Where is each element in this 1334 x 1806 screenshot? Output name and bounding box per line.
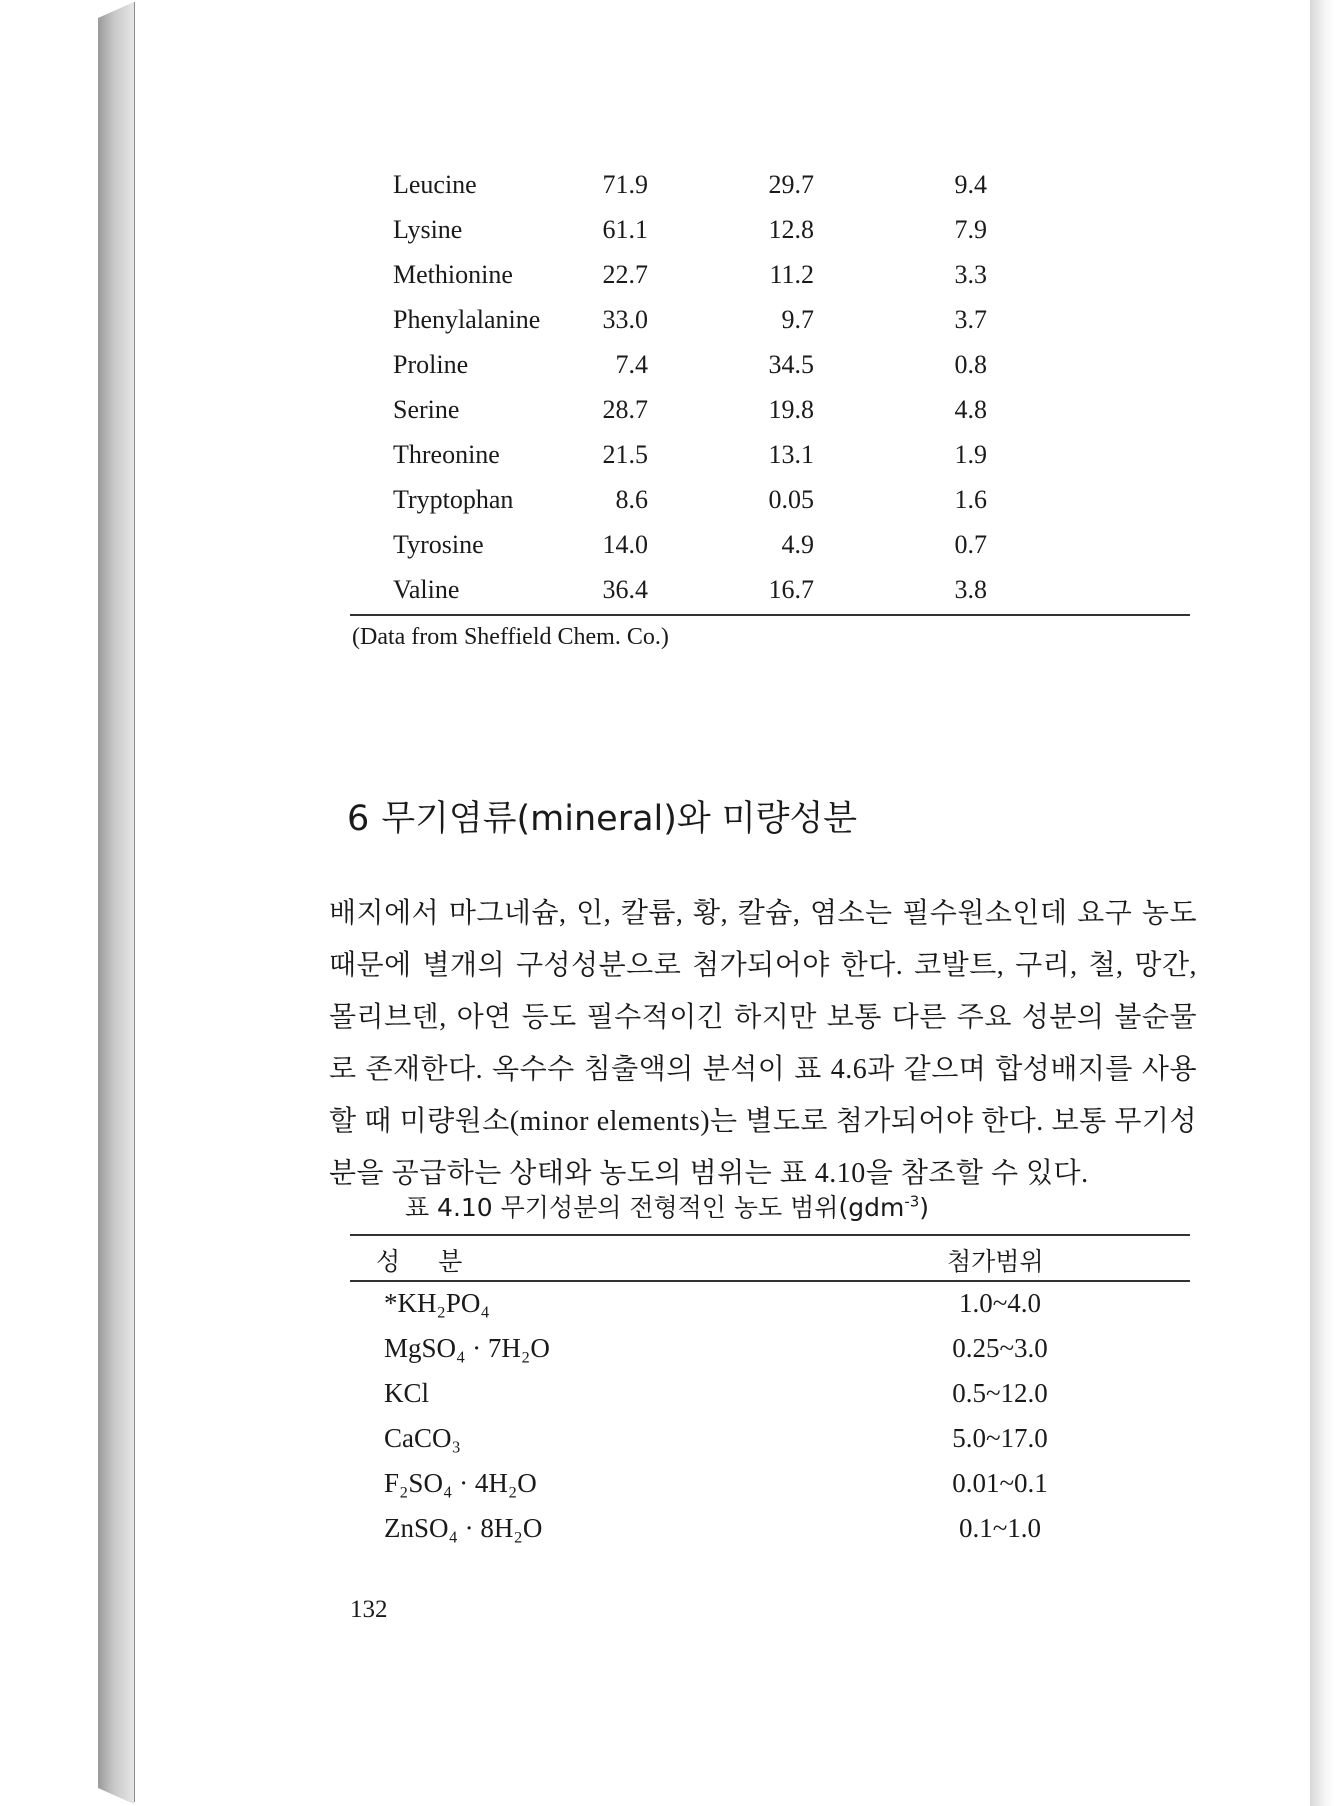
value-col-2: 13.1 xyxy=(768,440,814,469)
table-bottom-rule xyxy=(350,614,1190,616)
table-caption xyxy=(0,1188,1334,1224)
section-title: 무기염류(mineral)와 미량성분 xyxy=(381,799,858,840)
table-row xyxy=(350,1513,1190,1558)
table-body xyxy=(350,1288,1190,1558)
value-col-1: 14.0 xyxy=(602,530,648,559)
value-col-1: 28.7 xyxy=(602,395,648,424)
amino-acid-name: Phenylalanine xyxy=(393,305,541,334)
range-cell: 0.01~0.1 xyxy=(952,1468,1048,1498)
page-number: 132 xyxy=(350,1596,388,1623)
component-cell: F₂SO₄ · 4H₂O xyxy=(384,1468,537,1498)
table-row xyxy=(390,170,1190,215)
value-col-2: 4.9 xyxy=(781,530,814,559)
value-col-2: 11.2 xyxy=(769,260,814,289)
value-col-3: 9.4 xyxy=(954,170,987,199)
header-rule xyxy=(350,1280,1190,1282)
component-cell: MgSO₄ · 7H₂O xyxy=(384,1333,550,1363)
table-row xyxy=(350,1333,1190,1378)
component-cell: KCl xyxy=(384,1378,430,1408)
range-cell: 0.1~1.0 xyxy=(958,1513,1042,1543)
amino-acid-name: Leucine xyxy=(393,170,477,199)
caption-close: ) xyxy=(919,1193,930,1222)
value-col-1: 61.1 xyxy=(602,215,648,244)
range-cell: 0.25~3.0 xyxy=(952,1333,1048,1363)
table-row xyxy=(350,1468,1190,1513)
amino-acid-name: Serine xyxy=(393,395,460,424)
value-col-3: 3.3 xyxy=(954,260,987,289)
page-shadow xyxy=(1310,0,1334,1806)
header-component: 성분 xyxy=(376,1247,501,1276)
caption-text: 표 4.10 무기성분의 전형적인 농도 범위(gdm xyxy=(404,1193,905,1222)
amino-acid-name: Methionine xyxy=(393,260,513,289)
section-heading xyxy=(347,791,857,841)
value-col-1: 71.9 xyxy=(602,170,648,199)
header-range: 첨가범위 xyxy=(947,1247,1044,1276)
caption-superscript: -3 xyxy=(904,1192,920,1211)
value-col-1: 33.0 xyxy=(602,305,648,334)
value-col-3: 1.9 xyxy=(954,440,987,469)
amino-acid-name: Tryptophan xyxy=(393,485,514,514)
component-cell: ZnSO₄ · 8H₂O xyxy=(384,1513,543,1543)
value-col-1: 8.6 xyxy=(615,485,648,514)
table-row xyxy=(390,530,1190,575)
table-row xyxy=(390,350,1190,395)
table-row xyxy=(350,1288,1190,1333)
component-cell: CaCO₃ xyxy=(384,1423,461,1453)
value-col-2: 0.05 xyxy=(768,485,814,514)
amino-acid-name: Tyrosine xyxy=(393,530,484,559)
value-col-2: 9.7 xyxy=(781,305,814,334)
amino-acid-name: Valine xyxy=(393,575,460,604)
amino-acid-table xyxy=(390,170,1190,620)
range-cell: 0.5~12.0 xyxy=(952,1378,1048,1408)
range-cell: 1.0~4.0 xyxy=(958,1288,1042,1318)
value-col-1: 21.5 xyxy=(602,440,648,469)
component-cell: *KH₂PO₄ xyxy=(384,1288,490,1318)
amino-acid-name: Lysine xyxy=(393,215,463,244)
table-row xyxy=(390,260,1190,305)
source-note: (Data from Sheffield Chem. Co.) xyxy=(352,624,669,650)
range-cell: 5.0~17.0 xyxy=(952,1423,1048,1453)
table-row xyxy=(350,1378,1190,1423)
value-col-1: 36.4 xyxy=(602,575,648,604)
value-col-2: 19.8 xyxy=(768,395,814,424)
section-number: 6 xyxy=(347,799,370,840)
value-col-2: 29.7 xyxy=(768,170,814,199)
value-col-3: 3.7 xyxy=(954,305,987,334)
value-col-3: 0.8 xyxy=(954,350,987,379)
value-col-1: 7.4 xyxy=(615,350,648,379)
value-col-2: 34.5 xyxy=(768,350,814,379)
value-col-2: 16.7 xyxy=(768,575,814,604)
amino-acid-name: Proline xyxy=(393,350,469,379)
table-header xyxy=(350,1236,1190,1280)
value-col-3: 1.6 xyxy=(954,485,987,514)
value-col-3: 0.7 xyxy=(954,530,987,559)
value-col-3: 7.9 xyxy=(954,215,987,244)
mineral-table xyxy=(350,1234,1190,1558)
table-row xyxy=(390,305,1190,350)
value-col-2: 12.8 xyxy=(768,215,814,244)
table-row xyxy=(390,485,1190,530)
book-edge xyxy=(98,2,134,1804)
value-col-3: 4.8 xyxy=(954,395,987,424)
body-paragraph: 배지에서 마그네슘, 인, 칼륨, 황, 칼슘, 염소는 필수원소인데 요구 농도 때문에 별개의 구성성분으로 첨가되어야 한다. 코발트, 구리, 철, 망간, 몰리브덴, 아연 등도 필수적이긴 하지만 보통 다른 주요 성분의 불순물로 존재한다. 옥수수 침출액의 분석이 표 4.6과 같으며 합성배지를 사용할 때 미량원소(minor elements)는 별도로 첨가되어야 한다. 보통 무기성분을 공급하는 상태와 농도의 범위는 표 4.10을 참조할 수 있다. xyxy=(329,898,1197,1189)
amino-acid-name: Threonine xyxy=(393,440,500,469)
table-row xyxy=(390,215,1190,260)
value-col-1: 22.7 xyxy=(602,260,648,289)
value-col-3: 3.8 xyxy=(954,575,987,604)
table-row xyxy=(390,440,1190,485)
table-row xyxy=(390,395,1190,440)
table-row xyxy=(350,1423,1190,1468)
